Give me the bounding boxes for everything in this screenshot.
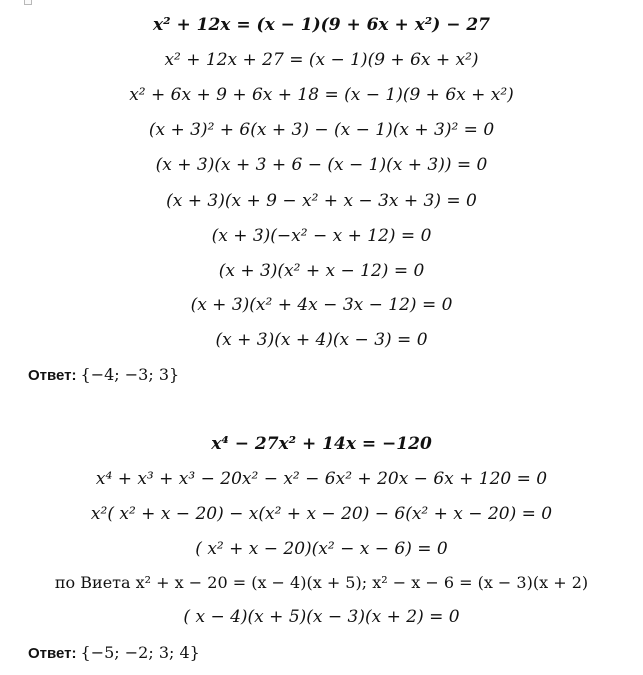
problem2-title: x⁴ − 27x² + 14x = −120 xyxy=(211,434,432,454)
problem1-title: x² + 12x = (x − 1)(9 + 6x + x²) − 27 xyxy=(152,15,491,35)
problem2-vieta-line: по Виета x² + x − 20 = (x − 4)(x + 5); x² − x − 6 = (x − 3)(x + 2) xyxy=(54,573,589,592)
problem1-answer xyxy=(28,364,179,387)
problem2-answer-label: Ответ: xyxy=(28,645,77,662)
problem2-step-1: x⁴ + x³ + x³ − 20x² − x² − 6x² + 20x − 6x + 120 = 0 xyxy=(95,469,548,489)
problem1-step-1: x² + 12x + 27 = (x − 1)(9 + 6x + x²) xyxy=(164,50,479,70)
problem2-step-2: x²( x² + x − 20) − x(x² + x − 20) − 6(x² + x − 20) = 0 xyxy=(90,504,553,524)
problem2-answer xyxy=(28,642,200,665)
problem2-step-3: ( x² + x − 20)(x² − x − 6) = 0 xyxy=(195,539,448,559)
problem1-step-8: (x + 3)(x² + 4x − 3x − 12) = 0 xyxy=(190,295,453,315)
problem1-step-5: (x + 3)(x + 9 − x² + x − 3x + 3) = 0 xyxy=(166,191,477,211)
problem2-step-5: ( x − 4)(x + 5)(x − 3)(x + 2) = 0 xyxy=(183,607,460,627)
problem1-step-6: (x + 3)(−x² − x + 12) = 0 xyxy=(211,226,432,246)
problem1-answer-value: {−4; −3; 3} xyxy=(80,365,180,384)
problem1-step-4: (x + 3)(x + 3 + 6 − (x − 1)(x + 3)) = 0 xyxy=(155,155,488,175)
problem2-answer-value: {−5; −2; 3; 4} xyxy=(80,643,200,662)
problem1-answer-label: Ответ: xyxy=(28,367,77,384)
problem1-step-9: (x + 3)(x + 4)(x − 3) = 0 xyxy=(215,330,428,350)
problem1-step-2: x² + 6x + 9 + 6x + 18 = (x − 1)(9 + 6x + x²) xyxy=(129,85,514,105)
problem1-step-3: (x + 3)² + 6(x + 3) − (x − 1)(x + 3)² = 0 xyxy=(148,120,495,140)
anchor-mark-icon xyxy=(24,0,32,5)
problem1-step-7: (x + 3)(x² + x − 12) = 0 xyxy=(218,261,425,281)
